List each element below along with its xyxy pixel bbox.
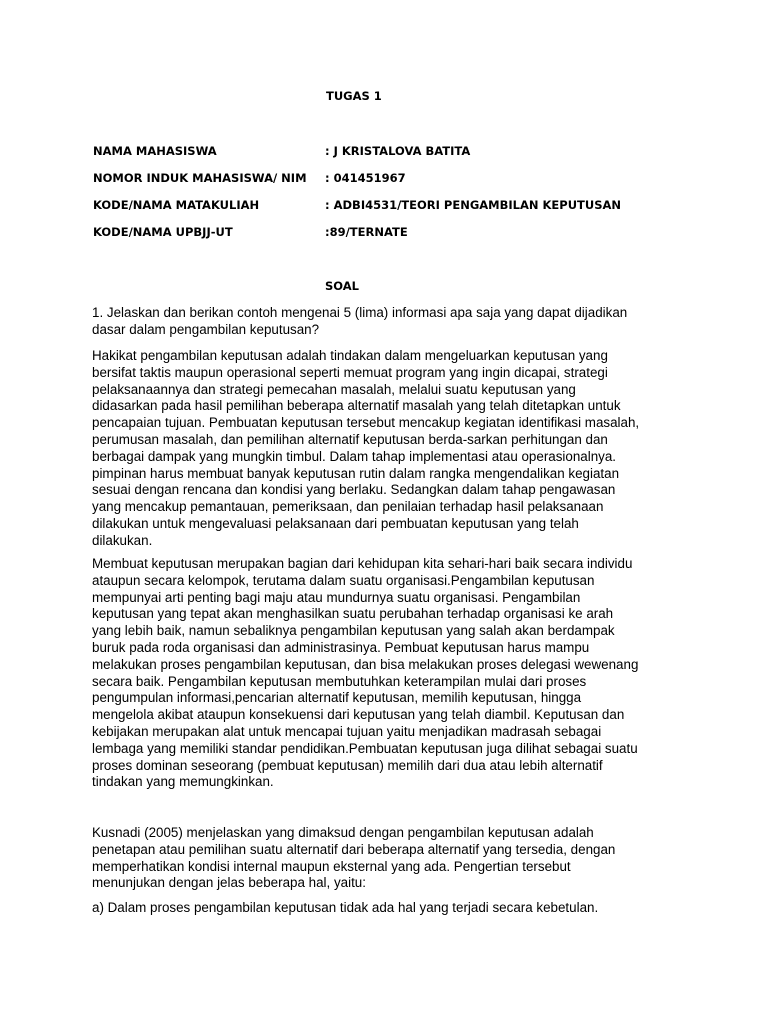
- paragraph-line: buruk pada roda organisasi dan administrasinya. Pembuat keputusan harus mampu: [92, 639, 590, 655]
- paragraph-line: Membuat keputusan merupakan bagian dari kehidupan kita sehari-hari baik secara individu: [92, 556, 633, 571]
- info-label-nama: NAMA MAHASISWA: [93, 144, 217, 158]
- paragraph-line: pimpinan harus membuat banyak keputusan rutin dalam rangka mengendalikan kegiatan: [92, 465, 620, 481]
- paragraph-line: proses dominan seseorang (pembuat keputusan) memilih dari dua atau lebih alternatif: [92, 757, 603, 773]
- paragraph-line: yang lebih baik, namun sebaliknya pengambilan keputusan yang salah akan berdampak: [92, 623, 615, 639]
- paragraph-line: berbagai dampak yang mungkin timbul. Dalam tahap implementasi atau operasionalnya.: [92, 448, 617, 464]
- info-label-matakuliah: KODE/NAMA MATAKULIAH: [93, 198, 260, 212]
- info-label-upbjj: KODE/NAMA UPBJJ-UT: [93, 225, 233, 239]
- question-line: dasar dalam pengambilan keputusan?: [92, 321, 320, 337]
- paragraph-line: dilakukan untuk mengevaluasi pelaksanaan dari pembuatan keputusan yang telah: [92, 515, 579, 531]
- paragraph-line: pencapaian tujuan. Pembuatan keputusan tersebut mencakup kegiatan identifikasi masalah,: [92, 415, 640, 431]
- paragraph-line: pelaksanaannya dan strategi pemecahan masalah, melalui suatu keputusan yang: [92, 381, 576, 397]
- paragraph-line: ataupun secara kelompok, terutama dalam suatu organisasi.Pengambilan keputusan: [92, 572, 595, 588]
- question-paragraph: [92, 305, 688, 339]
- paragraph-line: mengelola akibat ataupun konsekuensi dari keputusan yang telah diambil. Keputusan dan: [92, 707, 625, 723]
- info-value-nama: : J KRISTALOVA BATITA: [325, 144, 471, 158]
- paragraph-line: keputusan yang tepat akan menghasilkan suatu perubahan terhadap organisasi ke arah: [92, 606, 614, 622]
- paragraph-line: Hakikat pengambilan keputusan adalah tindakan dalam mengeluarkan keputusan yang: [92, 348, 608, 363]
- paragraph-line: perumusan masalah, dan pemilihan alternatif keputusan berda-sarkan perhitungan dan: [92, 431, 608, 447]
- paragraph-line: lembaga yang memiliki standar pendidikan.Pembuatan keputusan juga dilihat sebagai suatu: [92, 740, 638, 756]
- paragraph-line: melakukan proses pengambilan keputusan, dan bisa melakukan proses delegasi wewenang: [92, 656, 639, 672]
- paragraph-line: yang mencakup pemantauan, pemeriksaan, dan penilaian terhadap hasil pelaksanaan: [92, 499, 604, 515]
- section-heading-soal: SOAL: [325, 279, 359, 293]
- answer-paragraph-4: [92, 900, 688, 917]
- paragraph-line: dilakukan.: [92, 532, 153, 548]
- info-value-matakuliah: : ADBI4531/TEORI PENGAMBILAN KEPUTUSAN: [325, 198, 622, 212]
- answer-paragraph-3: [92, 825, 688, 892]
- paragraph-line: sesuai dengan rencana dan kondisi yang berlaku. Sedangkan dalam tahap pengawasan: [92, 482, 616, 498]
- paragraph-line: tindakan yang memungkinkan.: [92, 774, 274, 790]
- answer-paragraph-2: [92, 556, 688, 791]
- paragraph-line: Kusnadi (2005) menjelaskan yang dimaksud dengan pengambilan keputusan adalah: [92, 825, 594, 840]
- paragraph-line: kebijakan merupakan alat untuk mencapai tujuan yaitu menjadikan madrasah sebagai: [92, 723, 602, 739]
- info-value-nim: : 041451967: [325, 171, 406, 185]
- paragraph-line: menunjukan dengan jelas beberapa hal, yaitu:: [92, 875, 366, 891]
- paragraph-line: mempunyai arti penting bagi maju atau mundurnya suatu organisasi. Pengambilan: [92, 589, 581, 605]
- paragraph-line: a) Dalam proses pengambilan keputusan tidak ada hal yang terjadi secara kebetulan.: [92, 900, 599, 915]
- paragraph-line: secara baik. Pengambilan keputusan membutuhkan keterampilan mulai dari proses: [92, 673, 587, 689]
- paragraph-line: didasarkan pada hasil pemilihan beberapa alternatif masalah yang telah ditetapkan untuk: [92, 398, 621, 414]
- document-title: TUGAS 1: [326, 89, 382, 103]
- paragraph-line: penetapan atau pemilihan suatu alternatif dari beberapa alternatif yang tersedia, dengan: [92, 841, 616, 857]
- info-value-upbjj: :89/TERNATE: [325, 225, 408, 239]
- info-label-nim: NOMOR INDUK MAHASISWA/ NIM: [93, 171, 307, 185]
- answer-paragraph-1: [92, 348, 688, 550]
- paragraph-line: bersifat taktis maupun operasional seperti memuat program yang ingin dicapai, strategi: [92, 364, 608, 380]
- paragraph-line: memperhatikan kondisi internal maupun eksternal yang ada. Pengertian tersebut: [92, 858, 571, 874]
- question-line: 1. Jelaskan dan berikan contoh mengenai 5 (lima) informasi apa saja yang dapat dijadikan: [92, 305, 628, 320]
- paragraph-line: pengumpulan informasi,pencarian alternatif keputusan, memilih keputusan, hingga: [92, 690, 582, 706]
